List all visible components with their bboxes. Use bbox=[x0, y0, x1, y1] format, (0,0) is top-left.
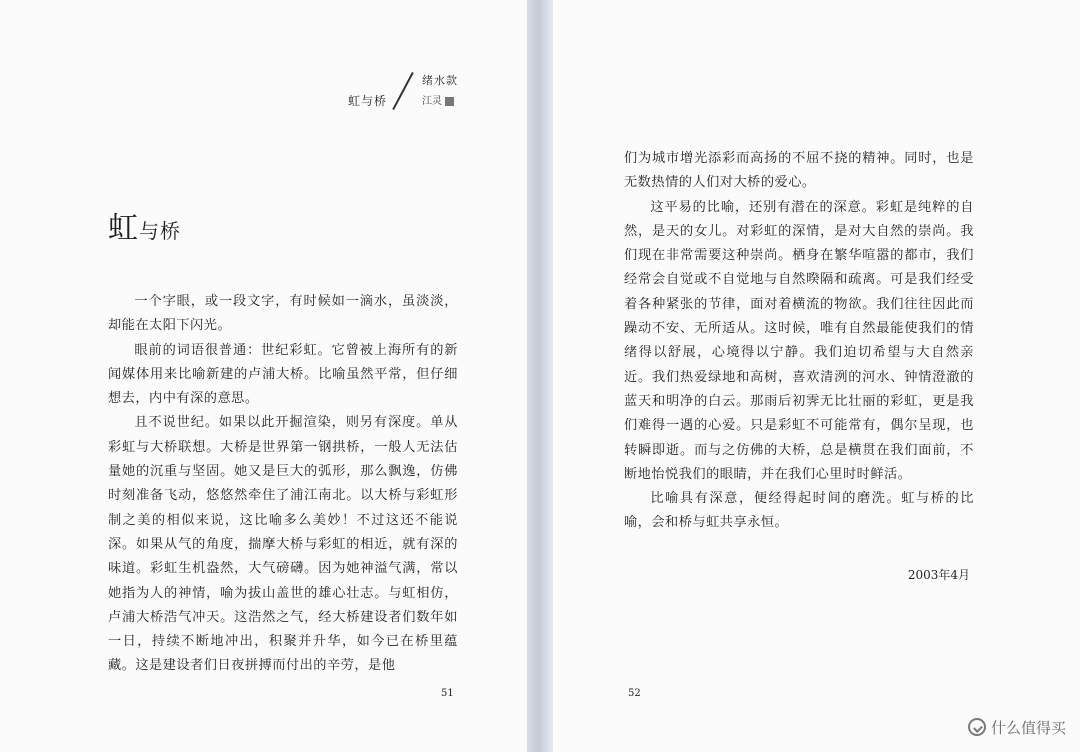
check-circle-icon bbox=[968, 718, 986, 736]
paragraph: 且不说世纪。如果以此开掘渲染，则另有深度。单从彩虹与大桥联想。大桥是世界第一钢拱桥，一般人无法估量她的沉重与坚固。她又是巨大的弧形，那么飘逸，仿佛时刻准备飞动，悠悠然牵住了浦江南北。以大桥与彩虹形制之美的相似来说，这比喻多么美妙！不过这还不能说深。如果从气的角度，揣摩大桥与彩虹的相近，就有深的味道。彩虹生机盎然，大气磅礴。因为她神溢气满，常以她指为人的神情，喻为拔山盖世的雄心壮志。与虹相仿，卢浦大桥浩气冲天。这浩然之气，经大桥建设者们数年如一日，持续不断地冲出，积聚并升华，如今已在桥里蕴藏。这是建设者们日夜拼搏而付出的辛劳，是他 bbox=[108, 415, 458, 674]
running-head-sub-text: 江灵 bbox=[422, 96, 442, 107]
section-mark-icon bbox=[445, 97, 454, 106]
paragraph: 比喻具有深意，便经得起时间的磨洗。虹与桥的比喻，会和桥与虹共享永恒。 bbox=[624, 491, 974, 531]
running-head-section: 绪水款 bbox=[422, 74, 458, 87]
paragraph: 们为城市增光添彩而高扬的不屈不挠的精神。同时，也是无数热情的人们对大桥的爱心。 bbox=[624, 151, 974, 191]
left-body-text bbox=[108, 290, 458, 679]
left-page bbox=[0, 0, 527, 752]
essay-date: 2003年4月 bbox=[907, 568, 970, 582]
page-number-right: 52 bbox=[628, 688, 641, 699]
book-gutter bbox=[527, 0, 553, 752]
running-head-divider bbox=[392, 72, 413, 110]
watermark bbox=[968, 716, 1066, 738]
essay-title-large: 虹 bbox=[108, 211, 139, 246]
paragraph: 一个字眼，或一段文字，有时候如一滴水，虽淡淡，却能在太阳下闪光。 bbox=[108, 294, 458, 334]
page-number-left: 51 bbox=[441, 688, 454, 699]
running-head bbox=[340, 70, 470, 115]
right-body-text bbox=[624, 147, 974, 536]
running-head-sub bbox=[422, 92, 454, 107]
essay-title bbox=[108, 203, 181, 247]
paragraph: 这平易的比喻，还别有潜在的深意。彩虹是纯粹的自然，是天的女儿。对彩虹的深情，是对大自然的崇尚。我们现在非常需要这种崇尚。栖身在繁华喧嚣的都市，我们经常会自觉或不自觉地与自然暌隔和疏离。可是我们经受着各种紧张的节律，面对着横流的物欲。我们往往因此而躁动不安、无所适从。这时候，唯有自然最能使我们的情绪得以舒展，心境得以宁静。我们迫切希望与大自然亲近。我们热爱绿地和高树，喜欢清洌的河水、钟情澄澈的蓝天和明净的白云。那雨后初霁无比壮丽的彩虹，更是我们难得一遇的心爱。只是彩虹不可能常有，偶尔呈现，也转瞬即逝。而与之仿佛的大桥，总是横贯在我们面前，不断地怡悦我们的眼睛，并在我们心里时时鲜活。 bbox=[624, 199, 974, 482]
paragraph: 眼前的词语很普通：世纪彩虹。它曾被上海所有的新闻媒体用来比喻新建的卢浦大桥。比喻虽然平常，但仔细想去，内中有深的意思。 bbox=[108, 342, 458, 407]
watermark-text: 什么值得买 bbox=[990, 718, 1066, 737]
essay-title-small: 与桥 bbox=[139, 219, 181, 243]
running-head-chapter: 虹与桥 bbox=[348, 94, 388, 108]
